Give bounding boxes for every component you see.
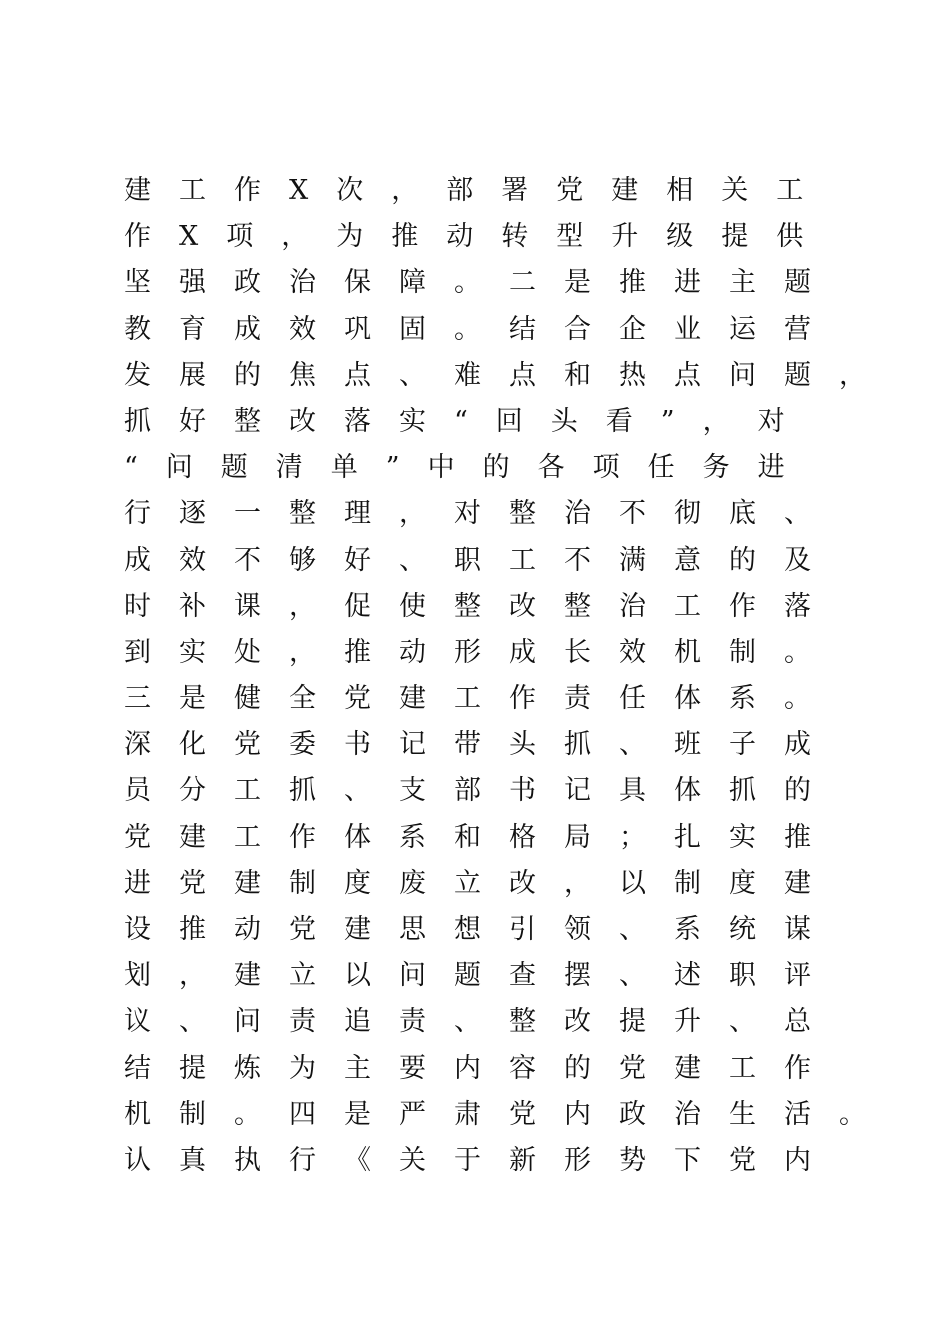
text-line: 时补课，促使整改整治工作落 [124, 590, 839, 622]
text-line: 建工作X次，部署党建相关工 [124, 175, 832, 206]
text-line: 员分工抓、支部书记具体抓的 [124, 775, 839, 807]
text-line: 结提炼为主要内容的党建工作 [124, 1052, 839, 1084]
text-line: 三是健全党建工作责任体系。 [124, 683, 839, 715]
text-line: 议、问责追责、整改提升、总 [124, 1006, 839, 1038]
text-line: 设推动党建思想引领、系统谋 [124, 914, 839, 945]
body-text [124, 168, 894, 1184]
text-line: 到实处，推动形成长效机制。 [124, 636, 839, 668]
text-line: 进党建制度废立改，以制度建 [124, 867, 839, 899]
text-line: 发展的焦点、难点和热点问题， [124, 359, 894, 391]
text-line: 坚强政治保障。二是推进主题 [124, 267, 839, 299]
text-line: 作X项，为推动转型升级提供 [124, 221, 832, 253]
text-line: 行逐一整理，对整治不彻底、 [124, 498, 839, 530]
text-line: 教育成效巩固。结合企业运营 [124, 313, 839, 345]
text-line: 成效不够好、职工不满意的及 [124, 544, 839, 576]
text-line: 认真执行《关于新形势下党内 [124, 1144, 839, 1176]
text-line: 党建工作体系和格局；扎实推 [124, 821, 839, 853]
text-line: 抓好整改落实“回头看”，对 [124, 405, 813, 437]
text-line: “问题清单”中的各项任务进 [124, 452, 813, 484]
text-line: 划，建立以问题查摆、述职评 [124, 960, 839, 992]
text-line: 深化党委书记带头抓、班子成 [124, 729, 839, 761]
text-line: 机制。四是严肃党内政治生活。 [124, 1098, 894, 1130]
